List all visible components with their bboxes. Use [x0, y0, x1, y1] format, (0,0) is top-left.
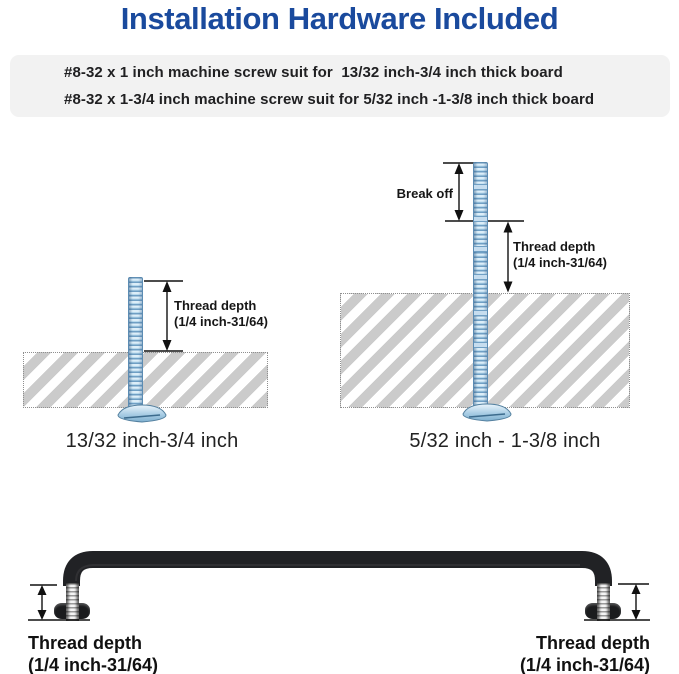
left-board-thickness-label: 13/32 inch-3/4 inch [65, 430, 239, 452]
handle-right-thread-depth-range: (1/4 inch-31/64) [519, 655, 650, 674]
pull-handle-bar [40, 540, 640, 590]
handle-right-thread-depth-arrow [580, 580, 655, 624]
thin-board-cross-section [23, 352, 268, 408]
left-thread-depth-annotation [174, 298, 268, 330]
screw-spec-line-1: #8-32 x 1 inch machine screw suit for 13/32 inch-3/4 inch thick board [64, 64, 563, 81]
handle-right-thread-depth-label: Thread depth [535, 633, 650, 653]
handle-left-thread-depth-arrow [24, 580, 94, 624]
handle-left-thread-depth-range: (1/4 inch-31/64) [28, 655, 159, 674]
right-thread-depth-annotation [513, 239, 607, 271]
break-off-annotation: Break off [396, 186, 453, 201]
screw-spec-box [10, 55, 670, 117]
handle-left-thread-depth-label: Thread depth [28, 633, 143, 653]
long-machine-screw-icon [473, 162, 488, 409]
handle-right-thread-depth-annotation [478, 632, 650, 674]
screw-spec-line-2: #8-32 x 1-3/4 inch machine screw suit for 5/32 inch -1-3/8 inch thick board [64, 91, 595, 108]
page-title: Installation Hardware Included [120, 1, 559, 36]
short-screw-head-icon [116, 403, 168, 426]
right-board-thickness-label: 5/32 inch - 1-3/8 inch [409, 430, 601, 452]
left-thread-depth-label: Thread depth [174, 298, 257, 313]
handle-left-thread-depth-annotation [28, 632, 158, 674]
short-machine-screw-icon [128, 277, 143, 409]
left-thread-depth-range: (1/4 inch-31/64) [174, 314, 268, 329]
right-thread-depth-range: (1/4 inch-31/64) [513, 255, 607, 270]
long-screw-head-icon [461, 402, 513, 425]
right-thread-depth-label: Thread depth [513, 239, 596, 254]
